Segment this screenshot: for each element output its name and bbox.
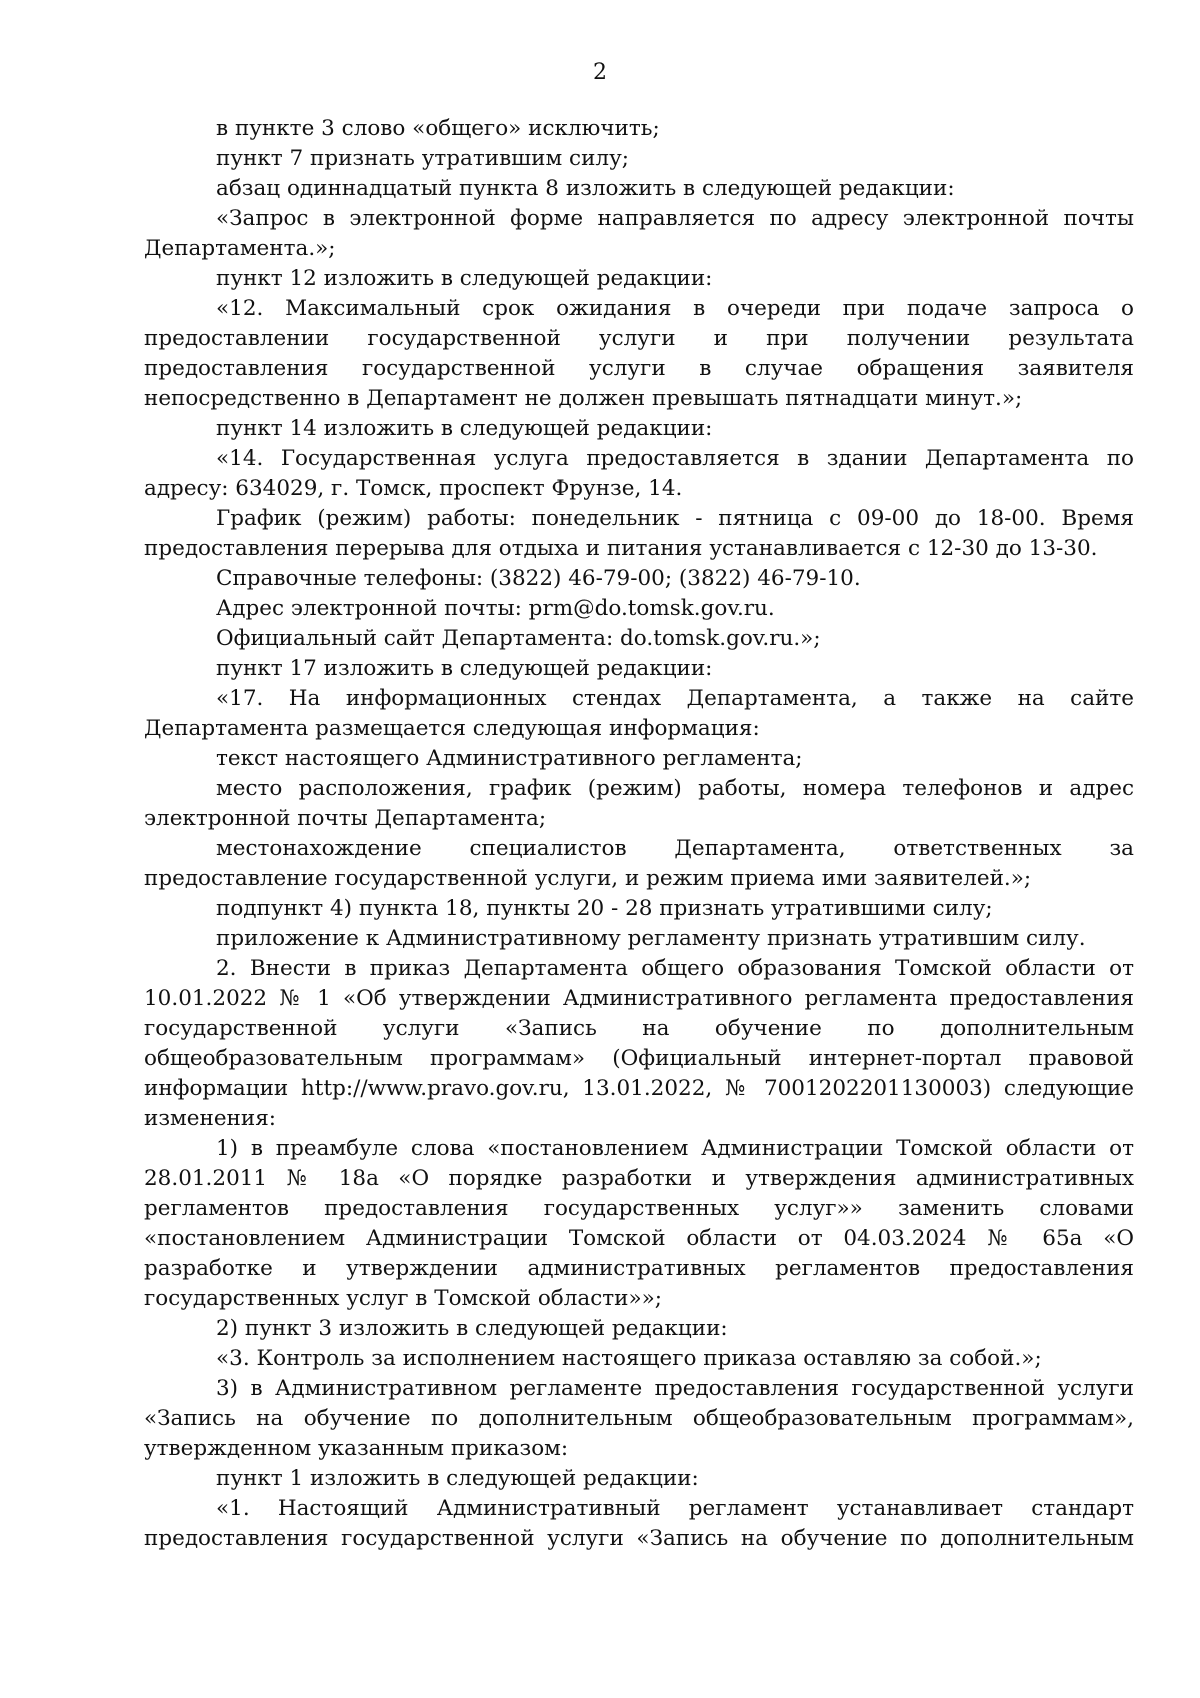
paragraph: пункт 14 изложить в следующей редакции:	[216, 416, 713, 441]
paragraph: Официальный сайт Департамента: do.tomsk.gov.ru.»;	[216, 626, 821, 651]
paragraph: 2) пункт 3 изложить в следующей редакции:	[216, 1316, 728, 1341]
document-body	[144, 114, 1134, 1554]
page-number: 2	[593, 60, 607, 85]
paragraph: пункт 12 изложить в следующей редакции:	[216, 266, 713, 291]
paragraph: пункт 7 признать утратившим силу;	[216, 146, 629, 171]
paragraph: приложение к Административному регламенту признать утратившим силу.	[216, 926, 1086, 951]
paragraph: Справочные телефоны: (3822) 46-79-00; (3822) 46-79-10.	[216, 566, 861, 591]
paragraph: текст настоящего Административного регламента;	[216, 746, 803, 771]
paragraph: абзац одиннадцатый пункта 8 изложить в следующей редакции:	[216, 176, 955, 201]
paragraph: «1. Настоящий Административный регламент устанавливает стандарт предоставления государственной услуги «Запись на обучение по дополнительным	[144, 1496, 1134, 1551]
paragraph: пункт 1 изложить в следующей редакции:	[216, 1466, 699, 1491]
paragraph: 3) в Административном регламенте предоставления государственной услуги «Запись на обучение по дополнительным общеобразовательным программам», утвержденном указанным приказом:	[144, 1376, 1134, 1461]
paragraph: подпункт 4) пункта 18, пункты 20 - 28 признать утратившими силу;	[216, 896, 993, 921]
paragraph: 1) в преамбуле слова «постановлением Администрации Томской области от 28.01.2011 № 18а «О порядке разработки и утверждения административных регламентов предоставления государственных услуг»» заменить словами «постановлением Администрации Томской области от 04.03.2024 № 65а «О разработке и утверждении административных регламентов предоставления государственных услуг в Томской области»»;	[144, 1136, 1134, 1311]
paragraph: 2. Внести в приказ Департамента общего образования Томской области от 10.01.2022 № 1 «Об утверждении Административного регламента предоставления государственной услуги «Запись на обучение по дополнительным общеобразовательным программам» (Официальный интернет-портал правовой информации http://www.pravo.gov.ru, 13.01.2022, № 7001202201130003) следующие изменения:	[144, 956, 1134, 1131]
paragraph: График (режим) работы: понедельник - пятница с 09-00 до 18-00. Время предоставления перерыва для отдыха и питания устанавливается с 12-30 до 13-30.	[144, 506, 1134, 561]
paragraph: в пункте 3 слово «общего» исключить;	[216, 116, 660, 141]
paragraph: «17. На информационных стендах Департамента, а также на сайте Департамента размещается следующая информация:	[144, 686, 1134, 741]
paragraph: место расположения, график (режим) работы, номера телефонов и адрес электронной почты Департамента;	[144, 776, 1134, 831]
paragraph: Адрес электронной почты: prm@do.tomsk.gov.ru.	[216, 596, 775, 621]
paragraph: «Запрос в электронной форме направляется по адресу электронной почты Департамента.»;	[144, 206, 1134, 261]
paragraph: «12. Максимальный срок ожидания в очереди при подаче запроса о предоставлении государственной услуги и при получении результата предоставления государственной услуги в случае обращения заявителя непосредственно в Департамент не должен превышать пятнадцати минут.»;	[144, 296, 1134, 411]
paragraph: местонахождение специалистов Департамента, ответственных за предоставление государственной услуги, и режим приема ими заявителей.»;	[144, 836, 1134, 891]
paragraph: «14. Государственная услуга предоставляется в здании Департамента по адресу: 634029, г. Томск, проспект Фрунзе, 14.	[144, 446, 1134, 501]
paragraph: «3. Контроль за исполнением настоящего приказа оставляю за собой.»;	[216, 1346, 1042, 1371]
paragraph: пункт 17 изложить в следующей редакции:	[216, 656, 713, 681]
